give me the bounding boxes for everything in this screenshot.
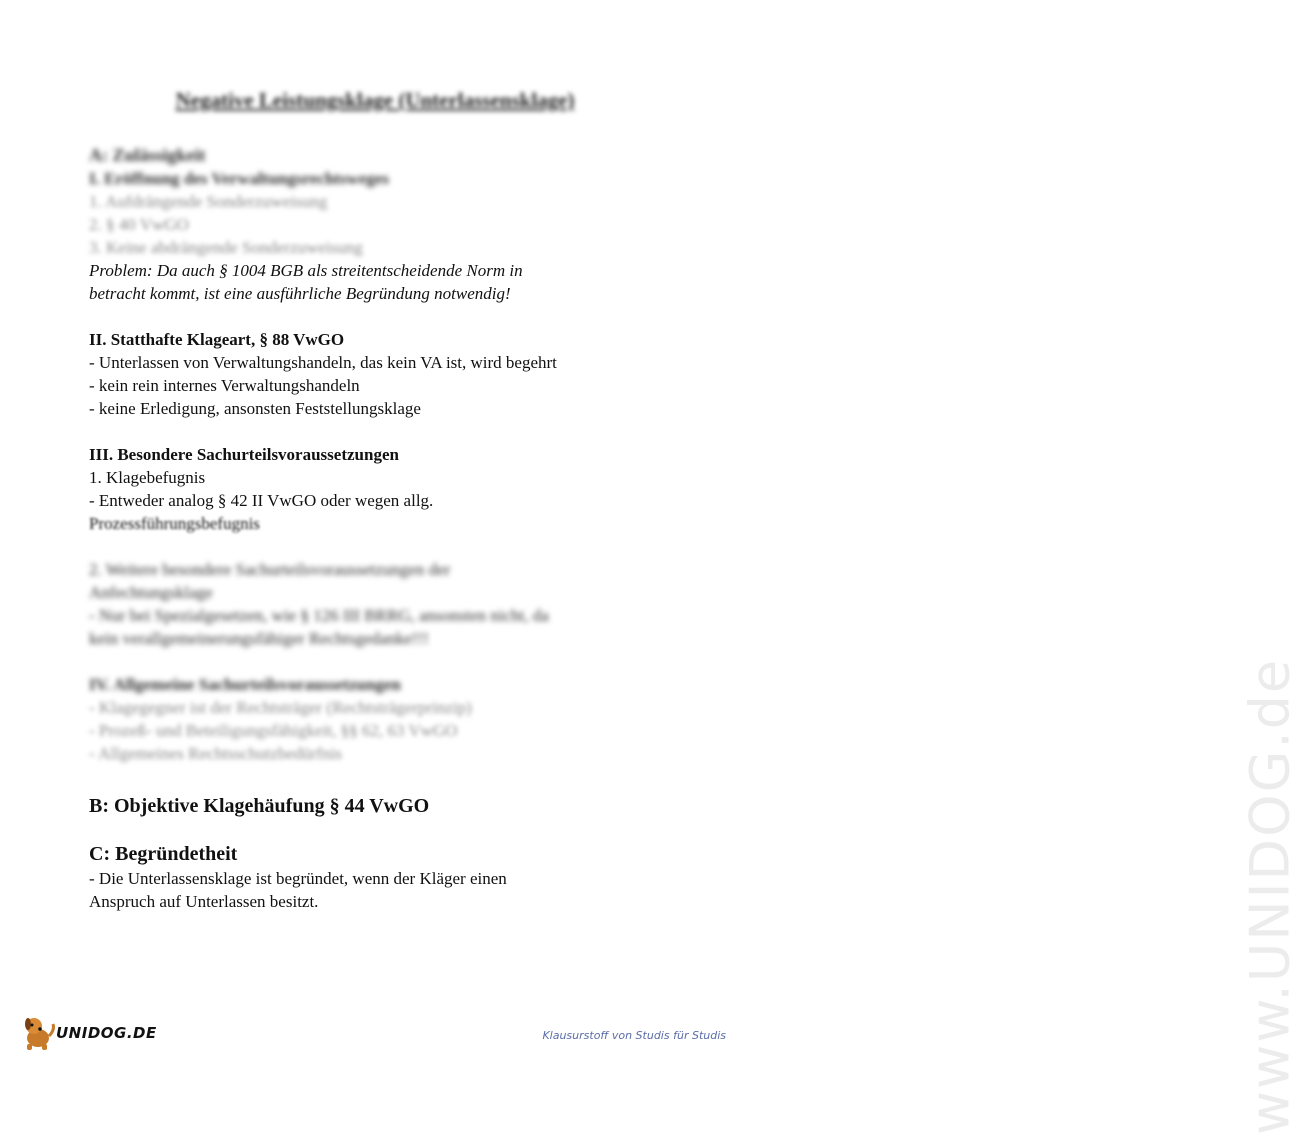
footer-tagline: Klausurstoff von Studis für Studis <box>542 1029 726 1042</box>
heading-allgemeine: IV. Allgemeine Sachurteilsvoraussetzungen <box>89 675 401 694</box>
heading-a: A: Zulässigkeit <box>89 145 206 165</box>
list-item: - Prozeß- und Beteiligungsfähigkeit, §§ 62, 63 VwGO <box>89 721 458 740</box>
list-item: 2. § 40 VwGO <box>89 215 189 234</box>
list-item: 1. Klagebefugnis <box>89 468 206 487</box>
subheading-rechtsweg: I. Eröffnung des Verwaltungsrechtsweges <box>89 169 390 188</box>
heading-klageart: II. Statthafte Klageart, § 88 VwGO <box>89 330 345 349</box>
list-item: 1. Aufdrängende Sonderzuweisung <box>89 192 328 211</box>
problem-line: betracht kommt, ist eine ausführliche Begründung notwendig! <box>89 284 511 303</box>
dog-icon <box>20 1012 56 1052</box>
problem-line: Problem: Da auch § 1004 BGB als streitentscheidende Norm in <box>89 261 523 280</box>
blurred-line: 2. Weitere besondere Sachurteilsvoraussetzungen der <box>89 560 451 579</box>
list-item: Prozessführungsbefugnis <box>89 514 260 533</box>
document-content <box>89 144 689 913</box>
watermark: www.UNIDOG.de <box>1238 657 1302 1135</box>
heading-besondere: III. Besondere Sachurteilsvoraussetzungen <box>89 445 399 464</box>
logo-text: UNIDOG.DE <box>56 1024 157 1042</box>
blurred-line: - Nur bei Spezialgesetzen, wie § 126 III BRRG, ansonsten nicht, da <box>89 606 549 625</box>
list-item: - Unterlassen von Verwaltungshandeln, das kein VA ist, wird begehrt <box>89 353 557 372</box>
unidog-logo[interactable] <box>20 1012 160 1052</box>
list-item: - kein rein internes Verwaltungshandeln <box>89 376 360 395</box>
list-item: 3. Keine abdrängende Sonderzuweisung <box>89 238 363 257</box>
list-item: - Klagegegner ist der Rechtsträger (Rechtsträgerprinzip) <box>89 698 472 717</box>
heading-c: C: Begründetheit <box>89 843 238 865</box>
blurred-line: Anfechtungsklage <box>89 583 213 602</box>
heading-b: B: Objektive Klagehäufung § 44 VwGO <box>89 795 430 817</box>
list-item: Anspruch auf Unterlassen besitzt. <box>89 892 319 911</box>
list-item: - Die Unterlassensklage ist begründet, wenn der Kläger einen <box>89 869 507 888</box>
list-item: - Allgemeines Rechtsschutzbedürfnis <box>89 744 343 763</box>
list-item: - Entweder analog § 42 II VwGO oder wegen allg. <box>89 491 434 510</box>
list-item: - keine Erledigung, ansonsten Feststellungsklage <box>89 399 421 418</box>
document-title: Negative Leistungsklage (Unterlassensklage) <box>175 88 575 112</box>
blurred-line: kein verallgemeinerungsfähiger Rechtsgedanke!!! <box>89 629 429 648</box>
